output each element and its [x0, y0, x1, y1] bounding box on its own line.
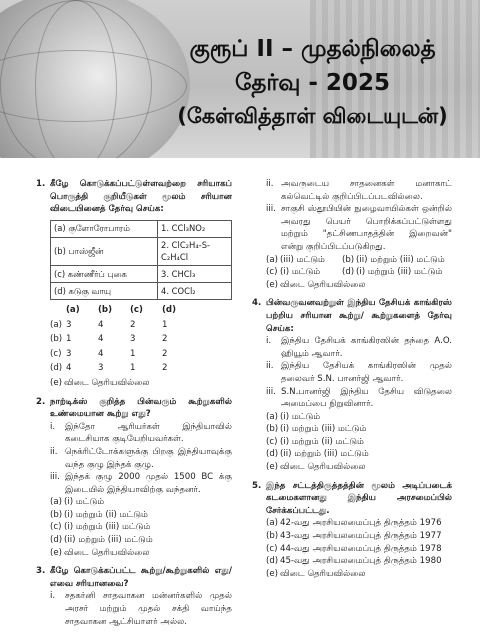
title-line-2: தேர்வு - 2025: [235, 70, 390, 96]
option: (e) விடை தெரியவில்லை: [266, 568, 366, 579]
question-text: நாற்டிக்ஸ் குறித்த பின்வரும் கூற்றுகளில் உண்மையான கூற்று எது?: [50, 396, 232, 420]
right-column: [252, 178, 452, 586]
table-cell: (c) கண்ணீர்ப் புகை: [51, 265, 158, 282]
option: (a) (iii) மட்டும் (b) (ii) மற்றும் (iii) மட்டும்: [266, 254, 445, 265]
statement: iii. S.N.பானர்ஜி இந்திய தேசிய விடுதலை அமைப்பை நிறுவினார்.: [266, 386, 452, 410]
statement: ii. நெக்ரிட்டோக்களுக்கு பிறகு இந்தியாவுக்கு வந்த குழு இந்தக் குழு.: [50, 446, 232, 470]
match-table: [50, 220, 232, 300]
option: (a) (i) மட்டும்: [266, 411, 321, 422]
statement: ii. அவருடைய சாதனைகள் மனாகாட் கல்வெட்டில் குறிப்பிடப்படவில்லை.: [266, 179, 452, 202]
table-cell: 3. CHCl₃: [158, 265, 232, 282]
question-text: இந்த சட்டத்திருத்தத்தின் மூலம் அடிப்படைக் கடமைகளானது இந்திய அரசமைப்பில் சேர்க்கப்பட்டது.: [266, 480, 452, 516]
table-cell: (b) பாஸ்ஜீன்: [51, 237, 158, 265]
question-text: பின்வருவனவற்றுள் இந்திய தேசியக் காங்கிரஸ் பற்றிய சரியான கூற்று/ கூற்றுகளைத் தேர்வு செய்க:: [266, 298, 452, 334]
header-banner: [0, 0, 480, 158]
table-row: [51, 220, 232, 237]
option: (b) (i) மற்றும் (iii) மட்டும்: [266, 424, 367, 435]
question-3: [36, 565, 232, 628]
option: (a) (i) மட்டும்: [50, 497, 105, 508]
option: (b) 43-வது அரசியலமைப்புத் திருத்தம் 1977: [266, 531, 442, 542]
option: (a) 42-வது அரசியலமைப்புத் திருத்தம் 1976: [266, 518, 442, 529]
codes-row: (a) 3 4 2 1: [50, 319, 168, 330]
option: (c) 44-வது அரசியலமைப்புத் திருத்தம் 1978: [266, 543, 442, 554]
table-row: [51, 282, 232, 299]
page-title: [160, 32, 465, 132]
statement: iii. சாகுசி ஸ்தூபியின் நுழைவாயில்கள் ஒன்றில் அவரது பெயர் பொறிக்கப்பட்டுள்ளது மற்றும் "தட்சிணபாதத்தின் இறைவன்" என்று குறிப்பிடப்படுகிறது.: [266, 204, 452, 252]
table-row: [51, 265, 232, 282]
question-2: [36, 396, 232, 560]
option: (d) 45-வது அரசியலமைப்புத் திருத்தம் 1980: [266, 556, 442, 567]
table-cell: 1. CCl₃NO₂: [158, 220, 232, 237]
option: (e) விடை தெரியவில்லை: [266, 462, 366, 473]
statement: ii. இந்திய தேசியக் காங்கிரஸின் முதல் தலைவர் S.N. பானர்ஜி ஆவார்.: [266, 361, 452, 384]
title-line-1: குரூப் II – முதல்நிலைத்: [189, 36, 436, 62]
table-cell: 4. COCl₂: [158, 282, 232, 299]
codes-row: (c) 3 4 1 2: [50, 348, 168, 359]
question-3-continued: [252, 178, 452, 291]
codes-row: (b) 1 4 3 2: [50, 334, 168, 345]
statement: iii. இந்தக் குழு 2000 முதல் 1500 BC க்கு இடையில் இந்தியாவிற்கு வந்தனர்.: [50, 472, 232, 495]
question-number: 5.: [252, 480, 262, 491]
option-e: (e) விடை தெரியவில்லை: [50, 377, 150, 388]
table-cell: 2. ClC₂H₄-S-C₂H₄Cl: [158, 237, 232, 265]
question-number: 4.: [252, 298, 262, 309]
question-number: 3.: [36, 566, 46, 577]
title-line-3: (கேள்வித்தாள் விடையுடன்): [177, 104, 448, 128]
option-e: (e) விடை தெரியவில்லை: [266, 279, 366, 290]
option: (d) (ii) மற்றும் (iii) மட்டும்: [50, 535, 153, 546]
question-4: [252, 297, 452, 473]
left-column: [36, 178, 232, 634]
table-cell: (d) கடுகு வாயு: [51, 282, 158, 299]
statement: i. இந்தோ ஆரியர்கள் இந்தியாவில் கடைசியாக குடியேறியவர்கள்.: [50, 421, 232, 445]
codes-row: (d) 4 3 1 2: [50, 363, 168, 374]
table-row: [51, 237, 232, 265]
question-5: [252, 480, 452, 581]
codes-header: (a) (b) (c) (d): [66, 304, 177, 315]
question-text: கீழே கொடுக்கப்பட்ட கூற்று/கூற்றுகளில் எது/எவை சரியானவை?: [50, 566, 232, 589]
option: (c) (i) மற்றும் (ii) மட்டும்: [266, 436, 364, 447]
option: (e) விடை தெரியவில்லை: [50, 547, 150, 558]
option: (b) (i) மற்றும் (ii) மட்டும்: [50, 509, 148, 520]
statement: i. சதகர்னி சாதவாகன மன்னர்களில் முதல் அரசர் மற்றும் முதல் சக்தி வாய்ந்த சாதவாகன ஆட்சியாளர் அல்ல.: [50, 591, 232, 627]
question-number: 2.: [36, 396, 46, 407]
table-cell: (a) குளோரோபாரம்: [51, 220, 158, 237]
question-number: 1.: [36, 179, 46, 189]
option: (c) (i) மட்டும் (d) (i) மற்றும் (iii) மட்டும்: [266, 267, 443, 278]
statement: i. இந்திய தேசியக் காங்கிரஸின் தந்தை A.O. ஹியூம் ஆவார்.: [266, 336, 452, 359]
question-text: கீழே கொடுக்கப்பட்டுள்ளவற்றை சரியாகப் பொருத்தி குறியீடுகள் மூலம் சரியான விடையினைத் தேர்வு செய்க:: [50, 179, 232, 215]
option: (c) (i) மற்றும் (iii) மட்டும்: [50, 522, 151, 533]
option: (d) (ii) மற்றும் (iii) மட்டும்: [266, 449, 369, 460]
question-1: [36, 178, 232, 390]
